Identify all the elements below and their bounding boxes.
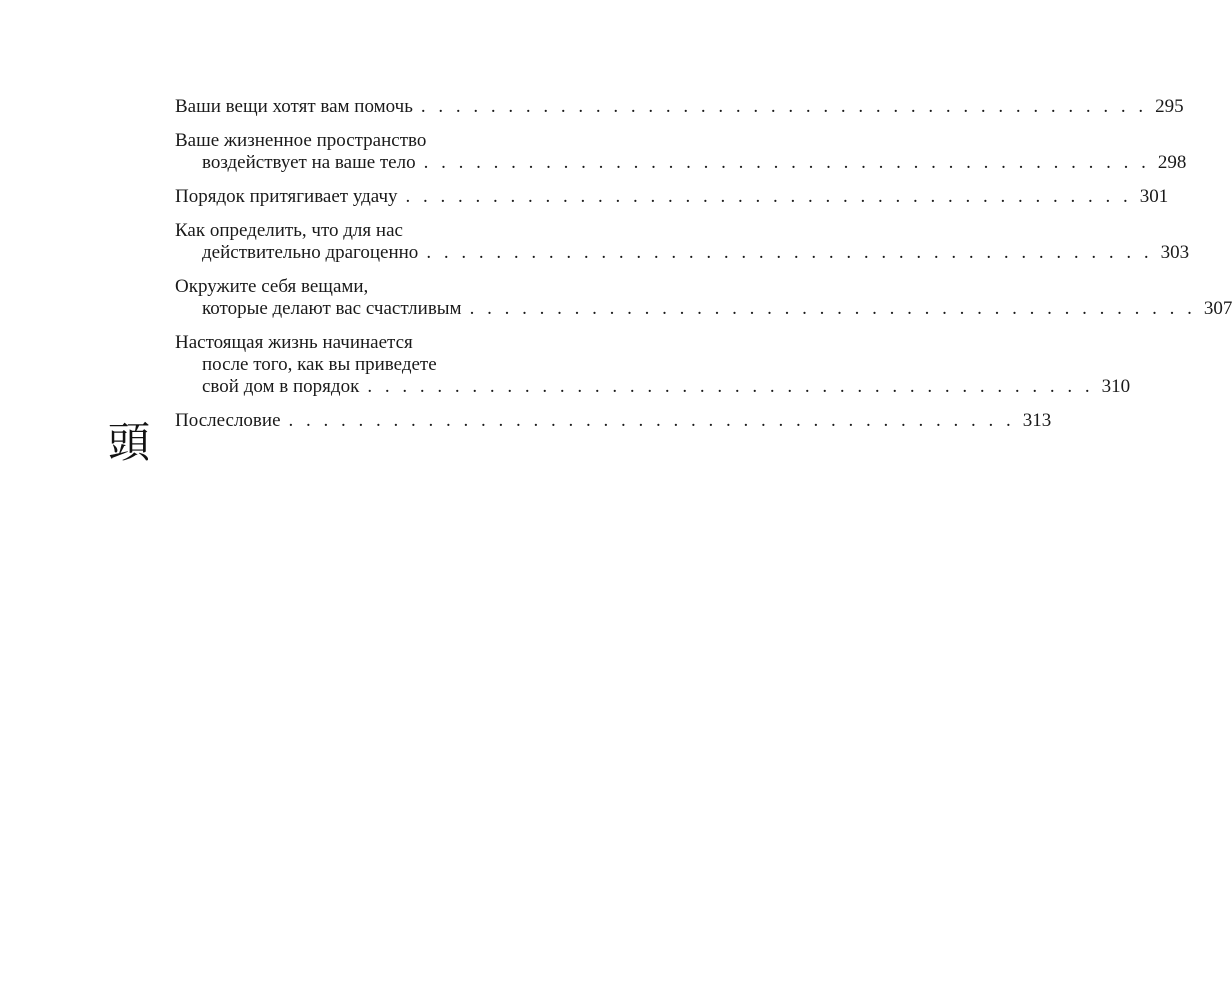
toc-entry-title: Как определить, что для нас <box>175 220 403 241</box>
toc-entry <box>175 130 1187 174</box>
toc-entry-title: Порядок притягивает удачу <box>175 186 398 207</box>
toc-entry-title: Настоящая жизнь начинается <box>175 332 413 353</box>
toc-entry-title: Окружите себя вещами, <box>175 276 369 297</box>
dot-leader: . . . . . . . . . . . . . . . . . . . . . . . . . . . . . . . . . . . . . . . . . . <box>423 152 1150 173</box>
toc-entry-title-continued: свой дом в порядок <box>202 376 360 397</box>
toc-entry <box>175 332 1131 398</box>
toc-line <box>175 410 1052 432</box>
toc-page-number: 313 <box>1022 410 1052 431</box>
toc-line <box>175 354 589 376</box>
toc-entry <box>175 186 1169 208</box>
toc-page-number: 298 <box>1157 152 1187 173</box>
dot-leader: . . . . . . . . . . . . . . . . . . . . . . . . . . . . . . . . . . . . . . . . . . <box>367 376 1094 397</box>
kanji-head-glyph: 頭 <box>107 418 150 467</box>
toc-entry <box>175 410 1052 432</box>
toc-line <box>175 130 589 152</box>
toc-line <box>175 152 1187 174</box>
toc-page-number: 303 <box>1160 242 1190 263</box>
toc-page-number: 307 <box>1203 298 1232 319</box>
toc-page-number: 295 <box>1155 96 1184 117</box>
toc-line <box>175 186 1169 208</box>
toc-page-number: 301 <box>1139 186 1169 207</box>
toc-entry-title-continued: действительно драгоценно <box>202 242 419 263</box>
toc-entry-title-continued: после того, как вы приведете <box>202 354 437 375</box>
dot-leader: . . . . . . . . . . . . . . . . . . . . . . . . . . . . . . . . . . . . . . . . . . <box>426 242 1153 263</box>
toc-line <box>175 332 589 354</box>
toc-line <box>175 242 1190 264</box>
dot-leader: . . . . . . . . . . . . . . . . . . . . . . . . . . . . . . . . . . . . . . . . . . <box>469 298 1196 319</box>
toc-line <box>175 276 589 298</box>
toc-line <box>175 96 1184 118</box>
dot-leader: . . . . . . . . . . . . . . . . . . . . . . . . . . . . . . . . . . . . . . . . . . <box>420 96 1148 117</box>
toc-entry <box>175 96 1184 118</box>
toc-line <box>175 220 589 242</box>
toc-entry-title: Ваши вещи хотят вам помочь <box>175 96 413 117</box>
toc-line <box>175 298 1232 320</box>
toc-line <box>175 376 1131 398</box>
toc-page-number: 310 <box>1101 376 1131 397</box>
toc-entry-title: Ваше жизненное пространство <box>175 130 427 151</box>
dot-leader: . . . . . . . . . . . . . . . . . . . . . . . . . . . . . . . . . . . . . . . . . . <box>405 186 1132 207</box>
toc-entry <box>175 220 1190 264</box>
toc-entry <box>175 276 1232 320</box>
toc-entry-title: Послесловие <box>175 410 281 431</box>
dot-leader: . . . . . . . . . . . . . . . . . . . . . . . . . . . . . . . . . . . . . . . . . . <box>288 410 1015 431</box>
toc-entry-title-continued: воздействует на ваше тело <box>202 152 416 173</box>
table-of-contents <box>175 96 1232 444</box>
toc-entry-title-continued: которые делают вас счастливым <box>202 298 462 319</box>
